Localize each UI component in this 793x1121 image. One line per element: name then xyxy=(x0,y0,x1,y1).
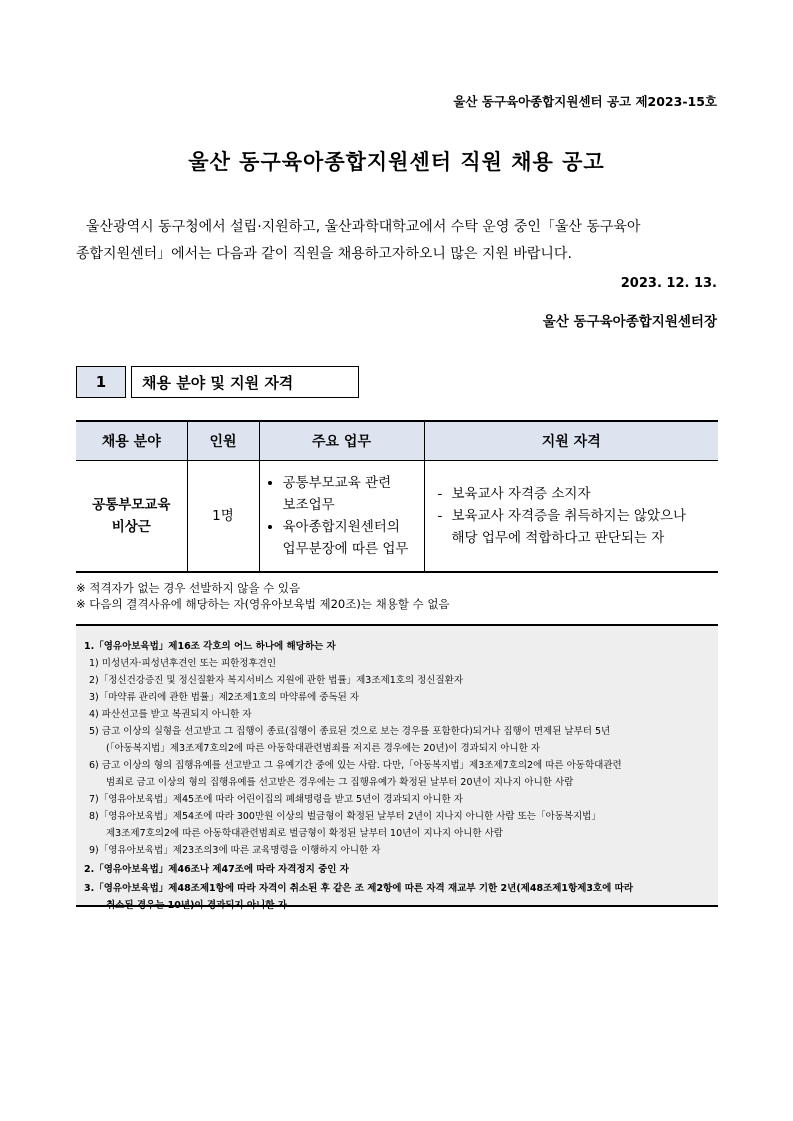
field-type: 비상근 xyxy=(111,519,151,535)
header-duties: 주요 업무 xyxy=(259,421,424,461)
disq-heading: 3.「영유아보육법」제48조제1항에 따라 자격이 취소된 후 같은 조 제2항에 따른 자격 재교부 기한 2년(제48조제1항제3호에 따라 xyxy=(84,883,634,894)
list-item xyxy=(283,472,423,516)
duties-list xyxy=(261,472,423,560)
disq-item: 9)「영유아보육법」제23조의3에 따른 교육명령을 이행하지 아니한 자 xyxy=(89,845,381,856)
qualifications-list xyxy=(426,483,718,549)
disq-item: 2)「정신건강증진 및 정신질환자 복지서비스 지원에 관한 법률」제3조제1호의 정신질환자 xyxy=(89,675,463,686)
signer: 울산 동구육아종합지원센터장 xyxy=(542,314,717,330)
table-header-row xyxy=(76,421,718,461)
disq-heading: 1.「영유아보육법」제16조 각호의 어느 하나에 해당하는 자 xyxy=(84,641,336,652)
qual-text: 보육교사 자격증을 취득하지는 않았으나 xyxy=(451,508,687,524)
cell-duties xyxy=(259,461,424,573)
disq-item-cont: (「아동복지법」제3조제7호의2에 따른 아동학대관련범죄를 저지른 경우에는 20년)이 경과되지 아니한 자 xyxy=(106,743,540,754)
header-count: 인원 xyxy=(187,421,259,461)
cell-qualifications xyxy=(424,461,718,573)
section-number: 1 xyxy=(76,366,126,398)
cell-field xyxy=(76,461,187,573)
header-qualifications: 지원 자격 xyxy=(424,421,718,461)
list-item xyxy=(438,505,718,549)
disq-item-cont: 범죄로 금고 이상의 형의 집행유예를 선고받은 경우에는 그 집행유예가 확정된 날부터 20년이 지나지 아니한 사람 xyxy=(106,777,574,788)
section-title: 채용 분야 및 지원 자격 xyxy=(131,366,359,398)
page-title: 울산 동구육아종합지원센터 직원 채용 공고 xyxy=(188,150,605,174)
intro-paragraph xyxy=(76,214,718,268)
recruitment-table xyxy=(76,420,718,573)
disq-item: 5) 금고 이상의 실형을 선고받고 그 집행이 종료(집행이 종료된 것으로 보는 경우를 포함한다)되거나 집행이 면제된 날부터 5년 xyxy=(89,726,611,737)
disq-item: 7)「영유아보육법」제45조에 따라 어린이집의 폐쇄명령을 받고 5년이 경과되지 아니한 자 xyxy=(89,794,463,805)
list-item: - 보육교사 자격증 소지자 xyxy=(438,483,718,505)
list-item xyxy=(283,516,423,560)
disq-item-cont: 제3조제7호의2에 따른 아동학대관련범죄로 벌금형이 확정된 날부터 10년이 지나지 아니한 사람 xyxy=(106,828,503,839)
duty-text: 업무분장에 따른 업무 xyxy=(282,541,409,557)
intro-line: 울산광역시 동구청에서 설립·지원하고, 울산과학대학교에서 수탁 운영 중인「울산 동구육아 xyxy=(86,219,641,235)
qual-text: 해당 업무에 적합하다고 판단되는 자 xyxy=(451,530,665,546)
announcement-date: 2023. 12. 13. xyxy=(620,276,717,291)
notes xyxy=(76,580,450,612)
notice-number: 울산 동구육아종합지원센터 공고 제2023-15호 xyxy=(453,94,717,109)
duty-text: 육아종합지원센터의 xyxy=(282,519,400,535)
cell-count: 1명 xyxy=(187,461,259,573)
note-line: ※ 다음의 결격사유에 해당하는 자(영유아보육법 제20조)는 채용할 수 없음 xyxy=(76,597,450,611)
note-line: ※ 적격자가 없는 경우 선발하지 않을 수 있음 xyxy=(76,581,301,595)
table-row xyxy=(76,461,718,573)
duty-text: 보조업무 xyxy=(282,497,335,513)
disq-item: 4) 파산선고를 받고 복권되지 아니한 자 xyxy=(89,709,252,720)
disq-heading-cont: 취소된 경우는 10년)이 경과되지 아니한 자 xyxy=(106,900,287,911)
field-name: 공통부모교육 xyxy=(92,497,171,513)
intro-line: 종합지원센터」에서는 다음과 같이 직원을 채용하고자하오니 많은 지원 바랍니다. xyxy=(76,246,572,262)
disqualification-box xyxy=(76,624,718,911)
disq-heading: 2.「영유아보육법」제46조나 제47조에 따라 자격정지 중인 자 xyxy=(84,864,349,875)
header-field: 채용 분야 xyxy=(76,421,187,461)
disq-item: 3)「마약류 관리에 관한 법률」제2조제1호의 마약류에 중독된 자 xyxy=(89,692,360,703)
disq-item: 6) 금고 이상의 형의 집행유예를 선고받고 그 유예기간 중에 있는 사람. 다만,「아동복지법」제3조제7호의2에 따른 아동학대관련 xyxy=(89,760,622,771)
duty-text: 공통부모교육 관련 xyxy=(282,475,392,491)
disq-item: 1) 미성년자·피성년후견인 또는 피한정후견인 xyxy=(89,658,277,669)
disq-item: 8)「영유아보육법」제54조에 따라 300만원 이상의 벌금형이 확정된 날부터 2년이 지나지 아니한 사람 또는「아동복지법」 xyxy=(89,811,601,822)
